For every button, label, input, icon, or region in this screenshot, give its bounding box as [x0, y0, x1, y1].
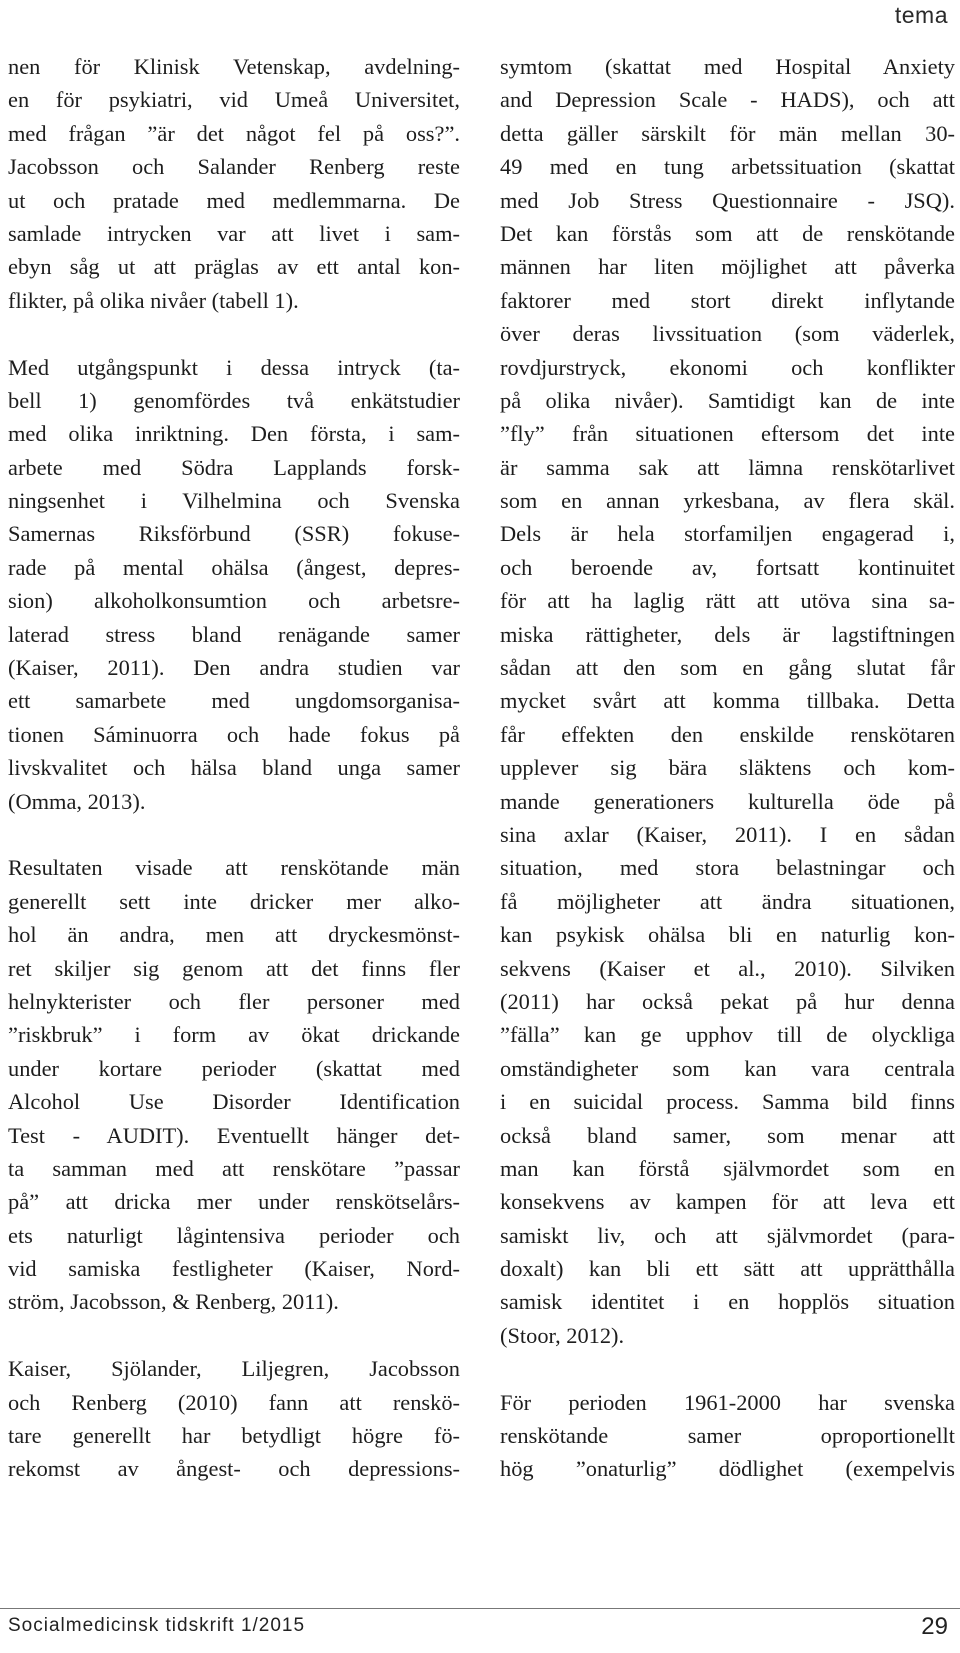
text-line: kan psykisk ohälsa bli en naturlig kon- — [500, 922, 955, 948]
text-line: ”fälla” kan ge upphov till de olyckliga — [500, 1022, 955, 1048]
text-line: under kortare perioder (skattat med — [8, 1055, 460, 1081]
text-line: hög ”onaturlig” dödlighet (exempelvis — [500, 1456, 955, 1482]
text-line: Kaiser, Sjölander, Liljegren, Jacobsson — [8, 1356, 460, 1382]
text-line: mycket svårt att komma tillbaka. Detta — [500, 688, 955, 714]
text-line: en för psykiatri, vid Umeå Universitet, — [8, 87, 460, 113]
paragraph — [500, 1386, 955, 1486]
text-line: för att ha laglig rätt att utöva sina sa- — [500, 588, 955, 614]
text-line: Alcohol Use Disorder Identification — [8, 1089, 460, 1115]
text-line: hol än andra, men att dryckesmönst- — [8, 922, 460, 948]
text-line: Test - AUDIT). Eventuellt hänger det- — [8, 1122, 460, 1148]
text-line: sekvens (Kaiser et al., 2010). Silviken — [500, 955, 955, 981]
text-line: sina axlar (Kaiser, 2011). I en sådan — [500, 821, 955, 847]
text-line: renskötande samer oproportionellt — [500, 1423, 955, 1449]
text-line: med Job Stress Questionnaire - JSQ). — [500, 187, 955, 213]
text-line: laterad stress bland renägande samer — [8, 621, 460, 647]
text-line: (2011) har också pekat på hur denna — [500, 988, 955, 1014]
text-line: helnykterister och fler personer med — [8, 988, 460, 1014]
text-line: som en annan yrkesbana, av flera skäl. — [500, 488, 955, 514]
text-line: Resultaten visade att renskötande män — [8, 855, 460, 881]
text-line: and Depression Scale - HADS), och att — [500, 87, 955, 113]
text-line: i en suicidal process. Samma bild finns — [500, 1089, 955, 1115]
text-line: generellt sett inte dricker mer alko- — [8, 888, 460, 914]
text-line: också bland samer, som menar att — [500, 1122, 955, 1148]
text-line: symtom (skattat med Hospital Anxiety — [500, 54, 955, 79]
text-line: ”fly” från situationen eftersom det inte — [500, 421, 955, 447]
text-line: ström, Jacobsson, & Renberg, 2011). — [8, 1289, 339, 1315]
text-line: miska rättigheter, dels är lagstiftningen — [500, 621, 955, 647]
text-line: med frågan ”är det något fel på oss?”. — [8, 120, 460, 146]
text-line: med olika inriktning. Den första, i sam- — [8, 421, 460, 447]
text-line: rovdjurstryck, ekonomi och konflikter — [500, 354, 955, 380]
text-line: situation, med stora belastningar och — [500, 855, 955, 881]
paragraph — [8, 851, 460, 1318]
text-line: och Renberg (2010) fann att renskö- — [8, 1389, 460, 1415]
right-column — [500, 50, 955, 1486]
text-line: Dels är hela storfamiljen engagerad i, — [500, 521, 955, 547]
page-number: 29 — [921, 1613, 948, 1640]
text-line: ett samarbete med ungdomsorganisa- — [8, 688, 460, 714]
text-line: doxalt) kan bli ett sätt att upprätthålla — [500, 1256, 955, 1282]
paragraph — [8, 50, 460, 317]
paragraph-gap — [8, 818, 460, 851]
text-line: samisk identitet i en hopplös situation — [500, 1289, 955, 1315]
text-line: 49 med en tung arbetssituation (skattat — [500, 154, 955, 180]
text-line: flikter, på olika nivåer (tabell 1). — [8, 287, 299, 313]
text-line: ret skiljer sig genom att det finns fler — [8, 955, 460, 981]
paragraph — [500, 50, 955, 1352]
text-line: upplever sig bära släktens och kom- — [500, 755, 955, 781]
text-line: bell 1) genomfördes två enkätstudier — [8, 387, 460, 413]
text-line: Det kan förstås som att de renskötande — [500, 220, 955, 246]
text-line: vid samiska festligheter (Kaiser, Nord- — [8, 1256, 460, 1282]
text-line: ”riskbruk” i form av ökat drickande — [8, 1022, 460, 1048]
text-line: samlade intrycken var att livet i sam- — [8, 220, 460, 246]
text-line: får effekten den enskilde renskötaren — [500, 721, 955, 747]
text-line: ets naturligt lågintensiva perioder och — [8, 1222, 460, 1248]
paragraph-gap — [8, 317, 460, 350]
paragraph — [8, 1352, 460, 1486]
text-line: männen har liten möjlighet att påverka — [500, 254, 955, 280]
text-line: på olika nivåer). Samtidigt kan de inte — [500, 387, 955, 413]
text-line: samiskt liv, och att självmordet (para- — [500, 1222, 955, 1248]
text-line: ut och pratade med medlemmarna. De — [8, 187, 460, 213]
text-line: rekomst av ångest- och depressions- — [8, 1456, 460, 1482]
text-line: och beroende av, fortsatt kontinuitet — [500, 554, 955, 580]
section-tag: tema — [894, 2, 948, 28]
text-line: tare generellt har betydligt högre fö- — [8, 1423, 460, 1449]
text-line: ebyn såg ut att präglas av ett antal kon- — [8, 254, 460, 280]
text-line: man kan förstå självmordet som en — [500, 1155, 955, 1181]
page-footer — [0, 1608, 960, 1653]
text-line: arbete med Södra Lapplands forsk- — [8, 454, 460, 480]
text-line: detta gäller särskilt för män mellan 30- — [500, 120, 955, 146]
left-column — [8, 50, 460, 1486]
text-line: ta samman med att renskötare ”passar — [8, 1155, 460, 1181]
text-line: För perioden 1961-2000 har svenska — [500, 1389, 955, 1415]
text-line: konsekvens av kampen för att leva ett — [500, 1189, 955, 1215]
text-line: (Stoor, 2012). — [500, 1322, 625, 1348]
text-line: Med utgångspunkt i dessa intryck (ta- — [8, 354, 460, 380]
text-line: Jacobsson och Salander Renberg reste — [8, 154, 460, 180]
text-line: få möjligheter att ändra situationen, — [500, 888, 955, 914]
text-line: nen för Klinisk Vetenskap, avdelning- — [8, 54, 460, 79]
text-line: sådan att den som en gång slutat får — [500, 655, 955, 681]
text-line: rade på mental ohälsa (ångest, depres- — [8, 554, 460, 580]
paragraph — [8, 351, 460, 818]
text-line: faktorer med stort direkt inflytande — [500, 287, 955, 313]
text-line: omständigheter som kan vara centrala — [500, 1055, 955, 1081]
paragraph-gap — [8, 1319, 460, 1352]
text-line: är samma sak att lämna renskötarlivet — [500, 454, 955, 480]
text-line: på” att dricka mer under renskötselårs- — [8, 1189, 460, 1215]
text-line: (Kaiser, 2011). Den andra studien var — [8, 655, 460, 681]
text-line: mande generationers kulturella öde på — [500, 788, 955, 814]
paragraph-gap — [500, 1352, 955, 1385]
text-line: ningsenhet i Vilhelmina och Svenska — [8, 488, 460, 514]
text-line: (Omma, 2013). — [8, 788, 146, 814]
text-line: tionen Sáminuorra och hade fokus på — [8, 721, 460, 747]
text-line: Samernas Riksförbund (SSR) fokuse- — [8, 521, 460, 547]
text-line: över deras livssituation (som väderlek, — [500, 321, 955, 347]
text-line: sion) alkoholkonsumtion och arbetsre- — [8, 588, 460, 614]
journal-title: Socialmedicinsk tidskrift 1/2015 — [8, 1615, 306, 1636]
text-line: livskvalitet och hälsa bland unga samer — [8, 755, 460, 781]
